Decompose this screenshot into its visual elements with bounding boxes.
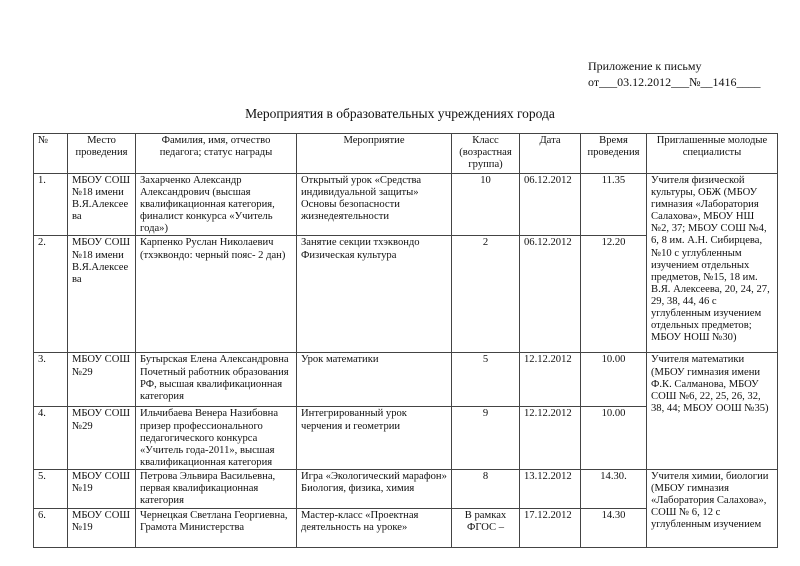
cell-place: МБОУ СОШ №19 (68, 469, 136, 508)
cell-invited (647, 469, 778, 547)
cell-number: 1. (34, 174, 68, 236)
col-header-time: Время проведения (581, 134, 647, 174)
cell-invited: Учителя математики (МБОУ гимназия имени Ф.К. Салманова, МБОУ СОШ №6, 22, 25, 26, 32, 38, 44; МБОУ ООШ №35) (647, 353, 778, 469)
col-header-number: № (34, 134, 68, 174)
cell-teacher: Карпенко Руслан Николаевич (тхэквондо: черный пояс- 2 дан) (136, 236, 297, 353)
cell-time: 12.20 (581, 236, 647, 353)
appendix-header (588, 58, 761, 90)
cell-teacher: Бутырская Елена Александровна Почетный работник образования РФ, высшая квалификационная категория (136, 353, 297, 407)
cell-place: МБОУ СОШ №29 (68, 353, 136, 407)
cell-date: 12.12.2012 (520, 353, 581, 407)
cell-grade: 2 (452, 236, 520, 353)
cell-number: 2. (34, 236, 68, 353)
cell-event: Открытый урок «Средства индивидуальной защиты» Основы безопасности жизнедеятельности (297, 174, 452, 236)
letter-reference: от___03.12.2012___№__1416____ (588, 75, 761, 89)
cell-place: МБОУ СОШ №18 имени В.Я.Алексеева (68, 174, 136, 236)
cell-date: 06.12.2012 (520, 174, 581, 236)
cell-number: 6. (34, 508, 68, 547)
cell-grade: 10 (452, 174, 520, 236)
col-header-teacher: Фамилия, имя, отчество педагога; статус награды (136, 134, 297, 174)
cell-date: 13.12.2012 (520, 469, 581, 508)
cell-time: 14.30. (581, 469, 647, 508)
cell-event: Занятие секции тхэквондо Физическая культура (297, 236, 452, 353)
cell-time: 10.00 (581, 353, 647, 407)
table-row (34, 353, 778, 407)
cell-teacher: Чернецкая Светлана Георгиевна, Грамота Министерства (136, 508, 297, 547)
cell-number: 5. (34, 469, 68, 508)
cell-time: 10.00 (581, 407, 647, 469)
cell-date: 17.12.2012 (520, 508, 581, 547)
cell-grade: 9 (452, 407, 520, 469)
col-header-invited: Приглашенные молодые специалисты (647, 134, 778, 174)
col-header-date: Дата (520, 134, 581, 174)
cell-place: МБОУ СОШ №18 имени В.Я.Алексеева (68, 236, 136, 353)
cell-grade: 5 (452, 353, 520, 407)
table-row (34, 469, 778, 508)
cell-teacher: Петрова Эльвира Васильевна, первая квалификационная категория (136, 469, 297, 508)
cell-event: Мастер-класс «Проектная деятельность на уроке» (297, 508, 452, 547)
cell-teacher: Захарченко Александр Александрович (высшая квалификационная категория, финалист конкурса «Учитель года») (136, 174, 297, 236)
cell-date: 06.12.2012 (520, 236, 581, 353)
cell-place: МБОУ СОШ №19 (68, 508, 136, 547)
table-row (34, 174, 778, 236)
cell-event: Игра «Экологический марафон» Биология, физика, химия (297, 469, 452, 508)
cell-invited: Учителя физической культуры, ОБЖ (МБОУ гимназия «Лаборатория Салахова», МБОУ НШ №2, 37; МБОУ СОШ №4, 6, 8 им. А.Н. Сибирцева, №10 с углубленным изучением отдельных предметов, №15, 18 им. В.Я. Алексеева, 20, 24, 27, 29, 38, 44, 46 с углубленным изучением отдельных предметов; МБОУ НОШ №30) (647, 174, 778, 353)
cell-grade: В рамках ФГОС – (452, 508, 520, 547)
cell-time: 14.30 (581, 508, 647, 547)
cell-teacher: Ильчибаева Венера Назибовна призер профессионального педагогического конкурса «Учитель года-2011», высшая квалификационная категория (136, 407, 297, 469)
col-header-place: Место проведения (68, 134, 136, 174)
invited-text: Учителя химии, биологии (МБОУ гимназия «Лаборатория Салахова», СОШ № 6, 12 с углубленным изучением (651, 470, 769, 531)
cell-event: Интегрированный урок черчения и геометрии (297, 407, 452, 469)
col-header-event: Мероприятие (297, 134, 452, 174)
document-title: Мероприятия в образовательных учреждениях города (245, 106, 555, 121)
events-table (33, 133, 778, 548)
cell-time: 11.35 (581, 174, 647, 236)
table-header-row (34, 134, 778, 174)
cell-grade: 8 (452, 469, 520, 508)
col-header-grade: Класс (возрастная группа) (452, 134, 520, 174)
cell-number: 3. (34, 353, 68, 407)
cell-place: МБОУ СОШ №29 (68, 407, 136, 469)
cell-number: 4. (34, 407, 68, 469)
cell-event: Урок математики (297, 353, 452, 407)
cell-date: 12.12.2012 (520, 407, 581, 469)
appendix-label: Приложение к письму (588, 59, 702, 73)
